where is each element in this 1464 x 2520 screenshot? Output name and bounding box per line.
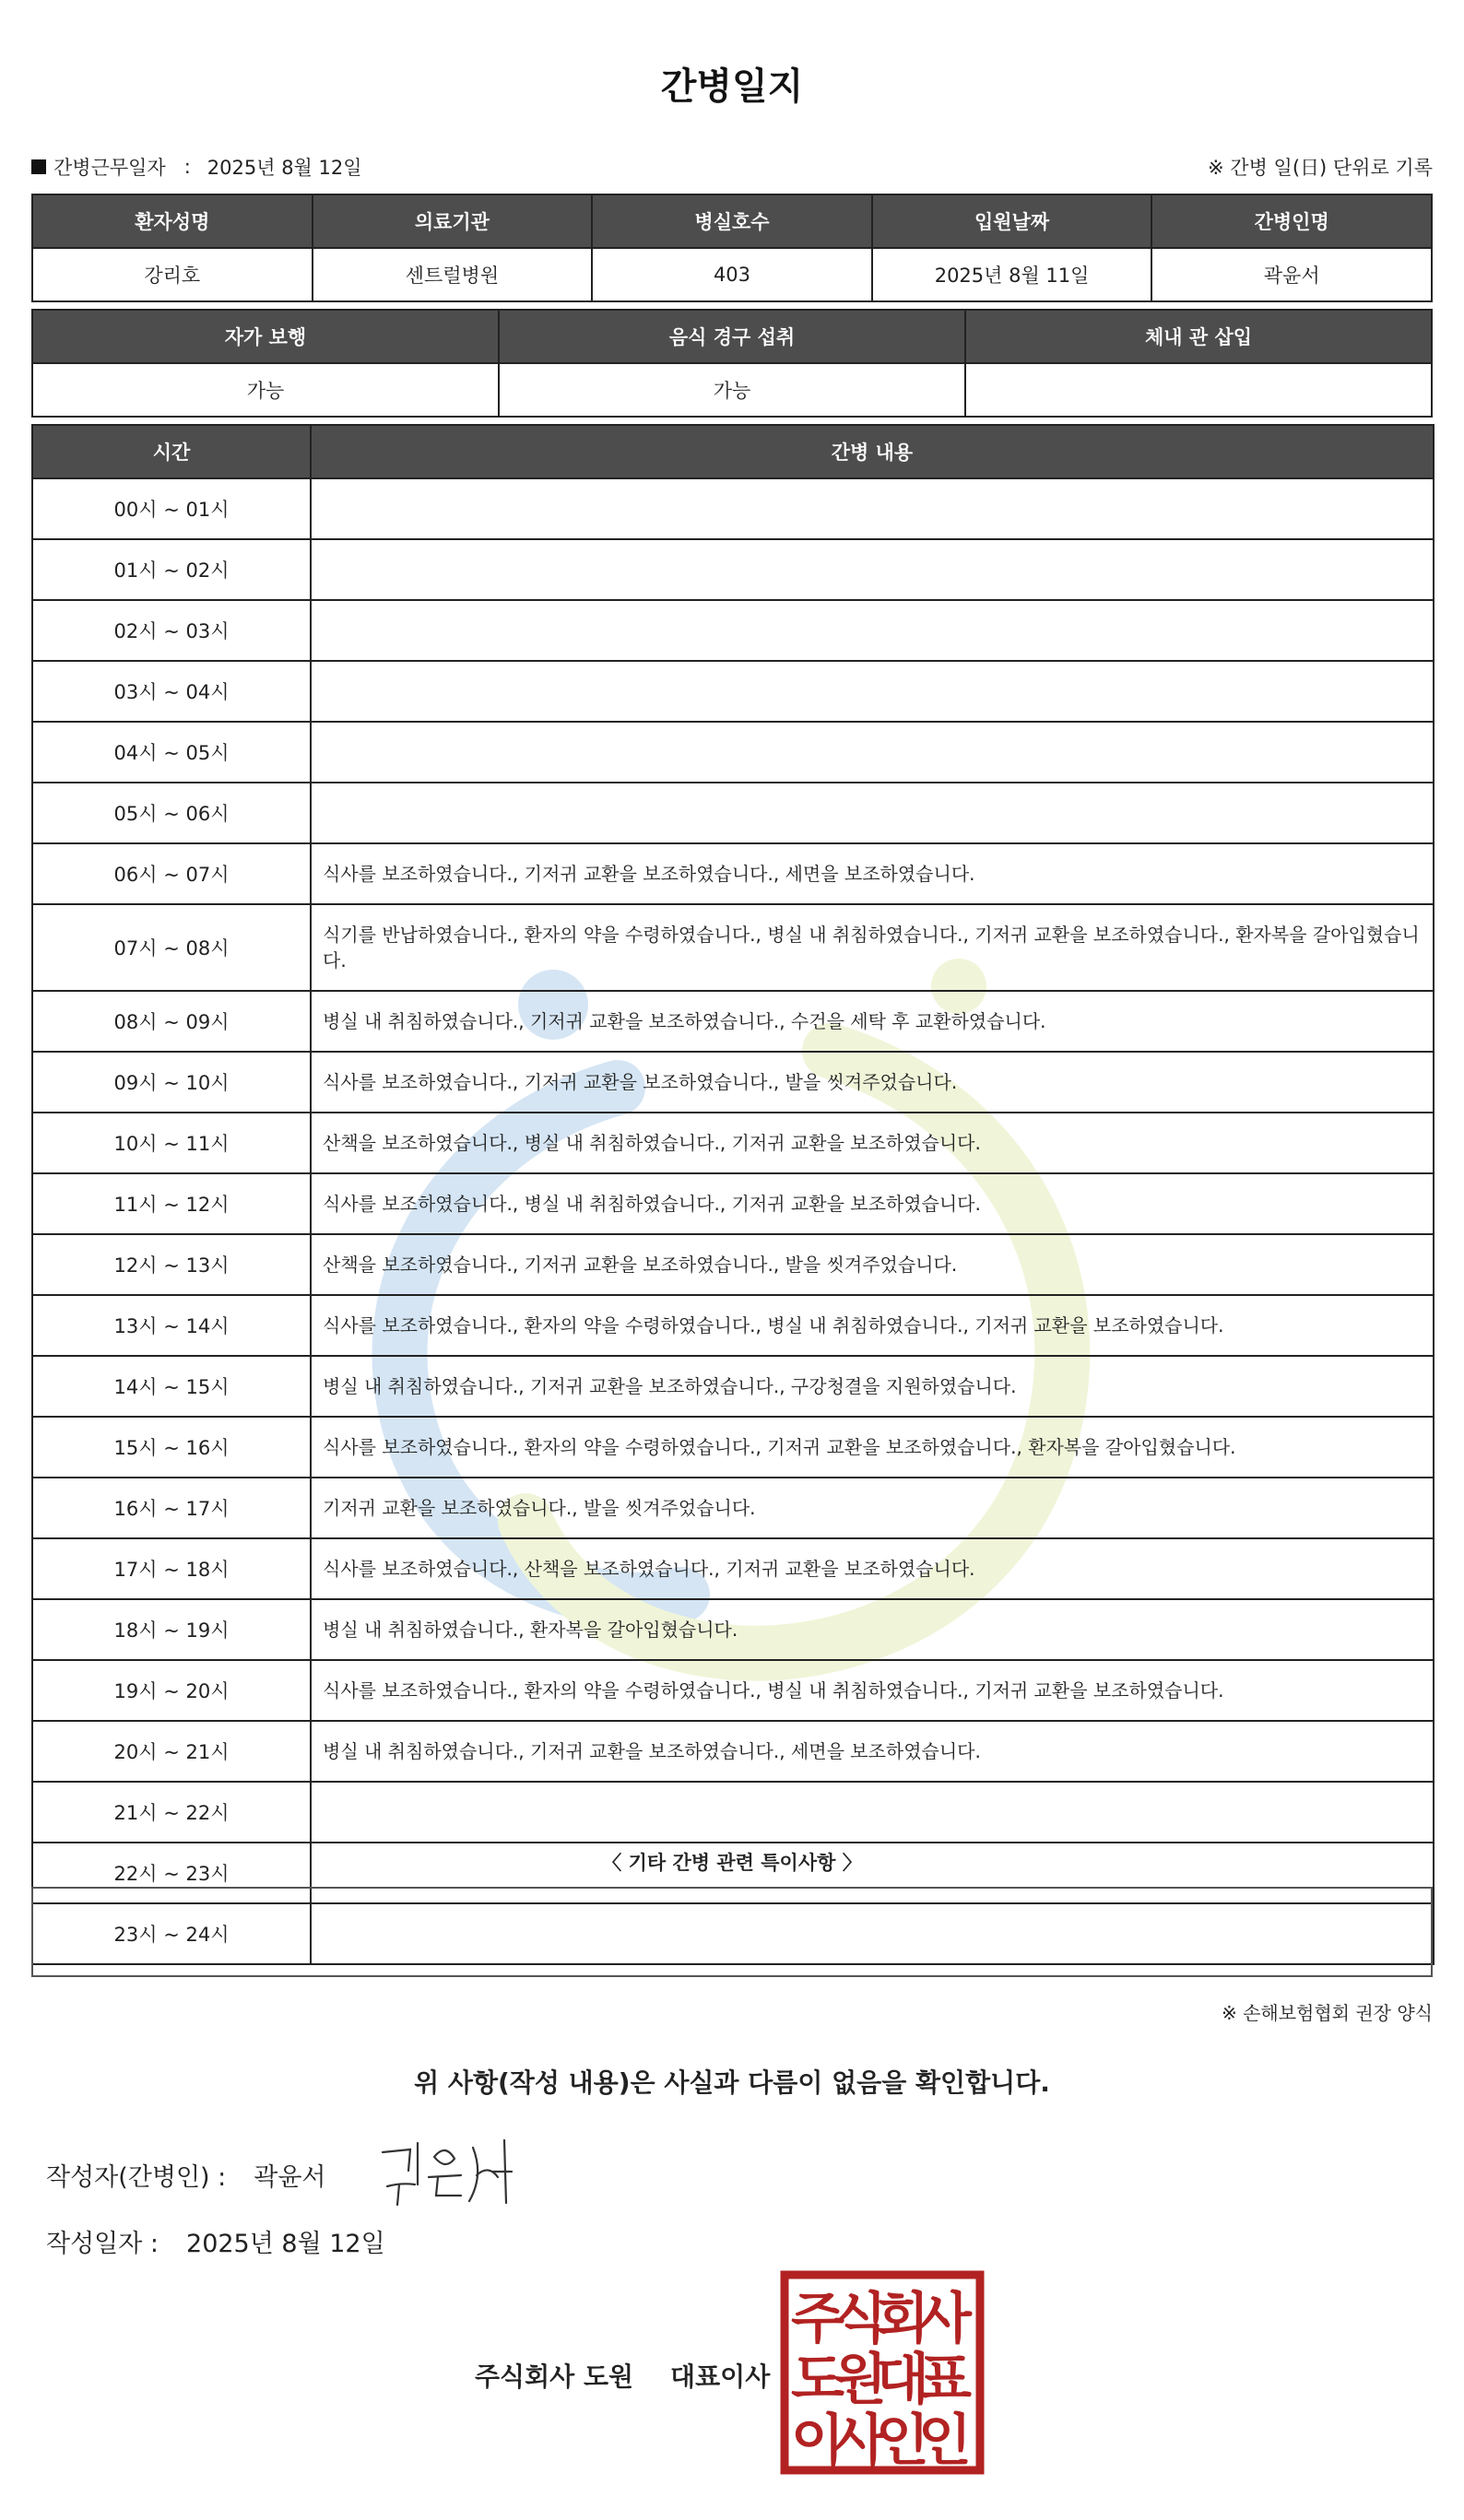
time-cell: 08시 ~ 09시 (32, 991, 311, 1052)
admission-date: 2025년 8월 11일 (872, 248, 1152, 301)
time-cell: 15시 ~ 16시 (32, 1417, 311, 1478)
content-cell (311, 661, 1434, 722)
svg-text:사: 사 (833, 2408, 887, 2473)
table-row (32, 722, 1434, 783)
time-cell: 12시 ~ 13시 (32, 1234, 311, 1295)
header-time: 시간 (32, 425, 311, 478)
writer-label: 작성자(간병인) : (46, 2163, 227, 2192)
svg-text:원: 원 (833, 2348, 887, 2412)
svg-text:인: 인 (918, 2408, 972, 2473)
status-header-row (32, 310, 1432, 363)
special-notes-title: 〈 기타 간병 관련 특이사항 〉 (602, 1852, 862, 1874)
special-notes-box (31, 1887, 1433, 1977)
content-cell: 산책을 보조하였습니다., 병실 내 취침하였습니다., 기저귀 교환을 보조하였습니다. (311, 1113, 1434, 1173)
time-cell: 19시 ~ 20시 (32, 1660, 311, 1721)
table-row (32, 661, 1434, 722)
care-log-table (31, 424, 1434, 1965)
svg-text:주: 주 (791, 2287, 844, 2351)
content-cell: 병실 내 취침하였습니다., 기저귀 교환을 보조하였습니다., 수건을 세탁 후 교환하였습니다. (311, 991, 1434, 1052)
content-cell (311, 539, 1434, 600)
time-cell: 04시 ~ 05시 (32, 722, 311, 783)
table-row (32, 1417, 1434, 1478)
content-cell: 식사를 보조하였습니다., 산책을 보조하였습니다., 기저귀 교환을 보조하였습니다. (311, 1538, 1434, 1599)
caregiver-name: 곽윤서 (1151, 248, 1432, 301)
content-cell (311, 1782, 1434, 1843)
square-bullet-icon (31, 159, 46, 174)
header-caregiver-name: 간병인명 (1151, 194, 1432, 248)
time-cell: 00시 ~ 01시 (32, 478, 311, 539)
content-cell: 식사를 보조하였습니다., 환자의 약을 수령하였습니다., 병실 내 취침하였습니다., 기저귀 교환을 보조하였습니다. (311, 1660, 1434, 1721)
patient-name: 강리호 (32, 248, 313, 301)
content-cell: 병실 내 취침하였습니다., 기저귀 교환을 보조하였습니다., 세면을 보조하였습니다. (311, 1721, 1434, 1782)
table-row (32, 904, 1434, 991)
header-care-content: 간병 내용 (311, 425, 1434, 478)
company-seal-stamp (779, 2269, 986, 2476)
time-cell: 07시 ~ 08시 (32, 904, 311, 991)
header-oral-intake: 음식 경구 섭취 (499, 310, 965, 363)
content-cell (311, 722, 1434, 783)
time-cell: 21시 ~ 22시 (32, 1782, 311, 1843)
content-cell: 병실 내 취침하였습니다., 환자복을 갈아입혔습니다. (311, 1599, 1434, 1660)
svg-text:사: 사 (918, 2287, 972, 2351)
written-date-value: 2025년 8월 12일 (186, 2230, 385, 2258)
written-date-label: 작성일자 : (46, 2230, 159, 2258)
form-source-note: ※ 손해보험협회 권장 양식 (1221, 2002, 1433, 2024)
time-cell: 18시 ~ 19시 (32, 1599, 311, 1660)
tube-insertion (965, 363, 1432, 417)
header-room-number: 병실호수 (592, 194, 872, 248)
time-cell: 03시 ~ 04시 (32, 661, 311, 722)
written-date-row (46, 2223, 385, 2259)
time-cell: 16시 ~ 17시 (32, 1478, 311, 1538)
content-cell: 기저귀 교환을 보조하였습니다., 발을 씻겨주었습니다. (311, 1478, 1434, 1538)
work-date-row (31, 153, 362, 181)
svg-text:인: 인 (876, 2408, 929, 2473)
content-cell: 식사를 보조하였습니다., 병실 내 취침하였습니다., 기저귀 교환을 보조하였습니다. (311, 1173, 1434, 1234)
hospital: 센트럴병원 (313, 248, 593, 301)
patient-value-row (32, 248, 1432, 301)
table-row (32, 1356, 1434, 1417)
header-patient-name: 환자성명 (32, 194, 313, 248)
table-row (32, 1173, 1434, 1234)
table-row (32, 991, 1434, 1052)
time-cell: 13시 ~ 14시 (32, 1295, 311, 1356)
content-cell: 산책을 보조하였습니다., 기저귀 교환을 보조하였습니다., 발을 씻겨주었습니다. (311, 1234, 1434, 1295)
record-unit-note: ※ 간병 일(日) 단위로 기록 (1208, 157, 1433, 179)
colon: : (183, 156, 191, 178)
ceo-title: 대표이사 (670, 2361, 771, 2392)
confirmation-statement: 위 사항(작성 내용)은 사실과 다름이 없음을 확인합니다. (414, 2067, 1050, 2098)
work-date-value: 2025년 8월 12일 (207, 157, 362, 179)
content-cell: 식사를 보조하였습니다., 기저귀 교환을 보조하였습니다., 세면을 보조하였습니다. (311, 843, 1434, 904)
time-cell: 05시 ~ 06시 (32, 783, 311, 843)
table-row (32, 1721, 1434, 1782)
svg-text:표: 표 (918, 2348, 972, 2412)
table-row (32, 1234, 1434, 1295)
table-row (32, 1782, 1434, 1843)
table-row (32, 1113, 1434, 1173)
patient-status-table (31, 309, 1433, 418)
content-cell: 식사를 보조하였습니다., 환자의 약을 수령하였습니다., 기저귀 교환을 보조하였습니다., 환자복을 갈아입혔습니다. (311, 1417, 1434, 1478)
self-walking: 가능 (32, 363, 499, 417)
company-name: 주식회사 도원 (475, 2361, 634, 2392)
time-cell: 22시 ~ 23시 (32, 1843, 311, 1903)
table-row (32, 843, 1434, 904)
status-value-row (32, 363, 1432, 417)
table-row (32, 1295, 1434, 1356)
writer-name: 곽윤서 (254, 2163, 326, 2192)
content-cell (311, 478, 1434, 539)
time-cell: 23시 ~ 24시 (32, 1903, 311, 1964)
patient-header-row (32, 194, 1432, 248)
content-cell: 식사를 보조하였습니다., 환자의 약을 수령하였습니다., 병실 내 취침하였습니다., 기저귀 교환을 보조하였습니다. (311, 1295, 1434, 1356)
table-row (32, 539, 1434, 600)
room-number: 403 (592, 248, 872, 301)
content-cell (311, 600, 1434, 661)
oral-intake: 가능 (499, 363, 965, 417)
table-row (32, 1052, 1434, 1113)
header-tube-insertion: 체내 관 삽입 (965, 310, 1432, 363)
table-row (32, 600, 1434, 661)
time-cell: 01시 ~ 02시 (32, 539, 311, 600)
work-date-label: 간병근무일자 (53, 157, 166, 179)
svg-text:이: 이 (791, 2408, 844, 2473)
table-row (32, 1660, 1434, 1721)
patient-info-table (31, 194, 1433, 302)
time-cell: 11시 ~ 12시 (32, 1173, 311, 1234)
time-cell: 06시 ~ 07시 (32, 843, 311, 904)
content-cell: 식기를 반납하였습니다., 환자의 약을 수령하였습니다., 병실 내 취침하였습니다., 기저귀 교환을 보조하였습니다., 환자복을 갈아입혔습니다. (311, 904, 1434, 991)
svg-text:대: 대 (876, 2348, 929, 2412)
handwritten-signature (373, 2129, 521, 2212)
table-row (32, 783, 1434, 843)
svg-text:회: 회 (876, 2287, 929, 2351)
time-cell: 20시 ~ 21시 (32, 1721, 311, 1782)
table-row (32, 1538, 1434, 1599)
content-cell (311, 783, 1434, 843)
svg-text:도: 도 (791, 2348, 844, 2412)
time-cell: 14시 ~ 15시 (32, 1356, 311, 1417)
table-row (32, 1478, 1434, 1538)
page-title: 간병일지 (660, 65, 804, 108)
time-cell: 10시 ~ 11시 (32, 1113, 311, 1173)
svg-text:식: 식 (833, 2287, 887, 2351)
time-cell: 09시 ~ 10시 (32, 1052, 311, 1113)
content-cell: 병실 내 취침하였습니다., 기저귀 교환을 보조하였습니다., 구강청결을 지원하였습니다. (311, 1356, 1434, 1417)
header-hospital: 의료기관 (313, 194, 593, 248)
content-cell: 식사를 보조하였습니다., 기저귀 교환을 보조하였습니다., 발을 씻겨주었습니다. (311, 1052, 1434, 1113)
writer-row (46, 2157, 326, 2193)
care-header-row (32, 425, 1434, 478)
table-row (32, 1599, 1434, 1660)
header-self-walking: 자가 보행 (32, 310, 499, 363)
time-cell: 02시 ~ 03시 (32, 600, 311, 661)
company-signature (475, 2357, 770, 2394)
time-cell: 17시 ~ 18시 (32, 1538, 311, 1599)
table-row (32, 478, 1434, 539)
header-admission-date: 입원날짜 (872, 194, 1152, 248)
